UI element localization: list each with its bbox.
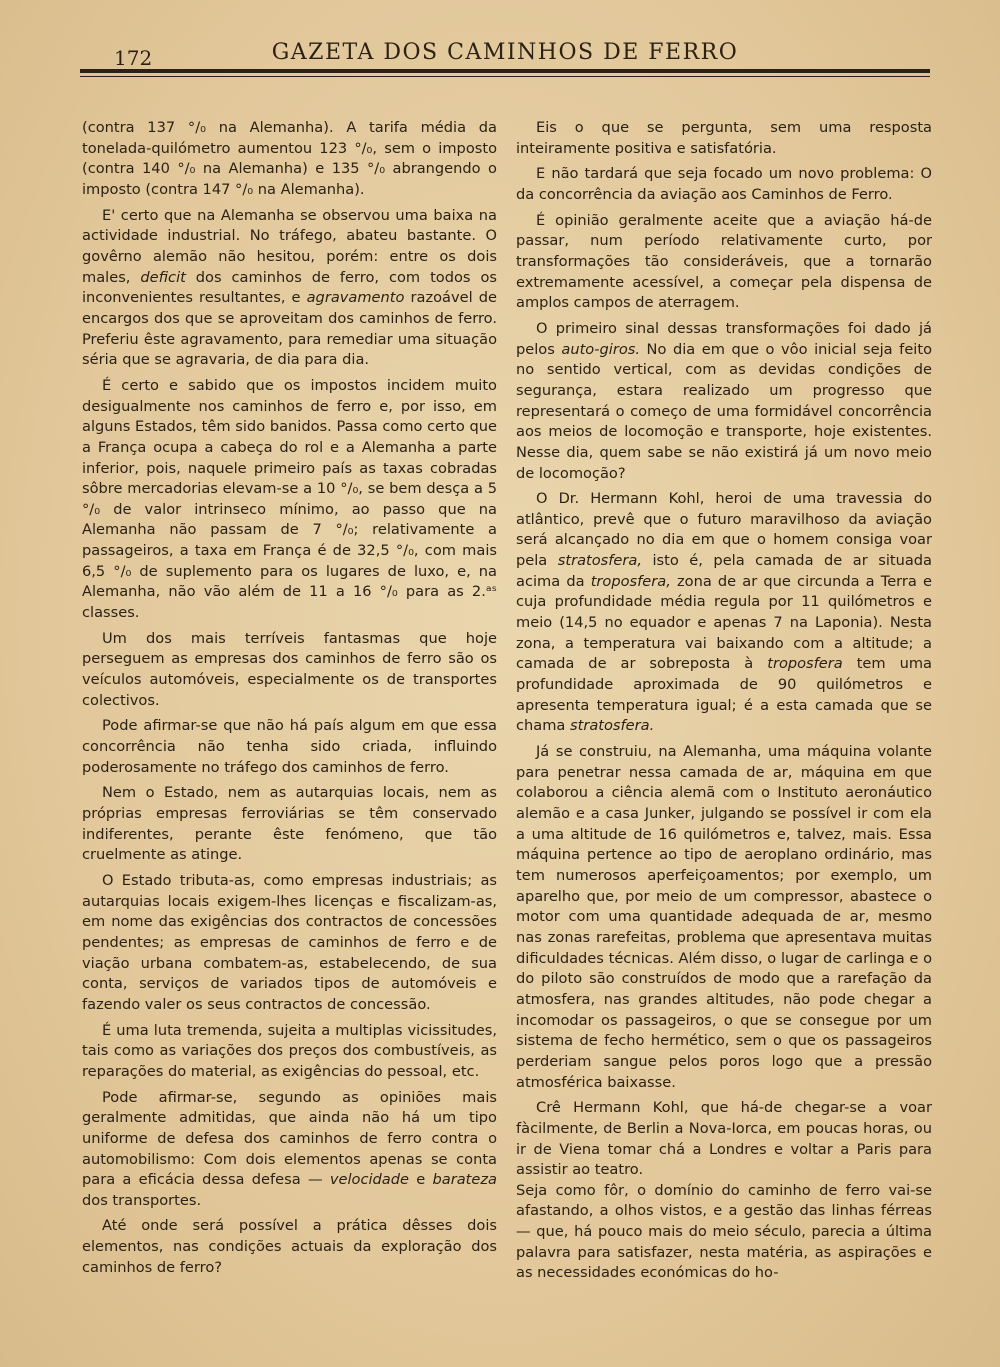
paragraph: Um dos mais terríveis fantasmas que hoje perseguem as empresas dos caminhos de ferro são os veículos automóveis, especialmente os de transportes colectivos.	[82, 629, 497, 709]
paragraph: E não tardará que seja focado um novo problema: O da concorrência da aviação aos Caminhos de Ferro.	[516, 165, 932, 203]
page-header	[80, 34, 930, 74]
paragraph: Pode afirmar-se, segundo as opiniões mais geralmente admitidas, que ainda não há um tipo uniforme de defesa dos caminhos de ferro contra o automobilismo: Com dois elementos apenas se conta para a eficácia dessa defesa — velocidade e barateza dos transportes.	[82, 1088, 497, 1209]
paragraph: Seja como fôr, o domínio do caminho de ferro vai-se afastando, a olhos vistos, e a gestão das linhas férreas — que, há pouco mais do meio século, parecia a última palavra para satisfazer, nesta matéria, as aspirações e as necessidades económicas do ho-	[516, 1181, 932, 1282]
paragraph: O Dr. Hermann Kohl, heroi de uma travessia do atlântico, prevê que o futuro maravilhoso da aviação será alcançado no dia em que o homem consiga voar pela stratosfera, isto é, pela camada de ar situada acima da troposfera, zona de ar que circunda a Terra e cuja profundidade média regula por 11 quilómetros e meio (14,5 no equador e apenas 7 na Laponia). Nesta zona, a temperatura vai baixando com a altitude; a camada de ar sobreposta à troposfera tem uma profundidade aproximada de 90 quilómetros e apresenta temperatura igual; é a esta camada que se chama stratosfera.	[516, 490, 932, 735]
paragraph: O primeiro sinal dessas transformações foi dado já pelos auto-giros. No dia em que o vôo inicial seja feito no sentido vertical, com as devidas condições de segurança, estara realizado um progresso que representará o começo de uma formidável concorrência aos meios de locomoção e transporte, hoje existentes. Nesse dia, quem sabe se não existirá já um novo meio de locomoção?	[516, 319, 932, 482]
paragraph: O Estado tributa-as, como empresas industriais; as autarquias locais exigem-lhes licenças e fiscalizam-as, em nome das exigências dos contractos de concessões pendentes; as empresas de caminhos de ferro e de viação urbana combatem-as, estabelecendo, de sua conta, serviços de variados tipos de automóveis e fazendo valer os seus contractos de concessão.	[82, 871, 497, 1013]
header-rule	[80, 69, 930, 77]
paragraph: E' certo que na Alemanha se observou uma baixa na actividade industrial. No tráfego, abateu bastante. O govêrno alemão não hesitou, porém: entre os dois males, deficit dos caminhos de ferro, com todos os inconvenientes resultantes, e agravamento razoável de encargos dos que se aproveitam dos caminhos de ferro. Preferiu êste agravamento, para remediar uma situação séria que se agravaria, de dia para dia.	[82, 206, 497, 369]
paragraph: É certo e sabido que os impostos incidem muito desigualmente nos caminhos de ferro e, por isso, em alguns Estados, têm sido banidos. Passa como certo que a França ocupa a cabeça do rol e a Alemanha a parte inferior, pois, naquele primeiro país as taxas cobradas sôbre mercadorias elevam-se a 10 °/₀, se bem desça a 5 °/₀ de valor intrinseco mínimo, ao passo que na Alemanha não passam de 7 °/₀; relativamente a passageiros, a taxa em França é de 32,5 °/₀, com mais 6,5 °/₀ de suplemento para os lugares de luxo, e, na Alemanha, não vão além de 11 a 16 °/₀ para as 2.ᵃˢ classes.	[82, 376, 497, 622]
paragraph: Até onde será possível a prática dêsses dois elementos, nas condições actuais da exploração dos caminhos de ferro?	[82, 1217, 497, 1276]
page-number: 172	[114, 46, 153, 70]
paragraph: Pode afirmar-se que não há país algum em que essa concorrência não tenha sido criada, influindo poderosamente no tráfego dos caminhos de ferro.	[82, 717, 497, 776]
paragraph: Já se construiu, na Alemanha, uma máquina volante para penetrar nessa camada de ar, máquina em que colaborou a ciência alemã com o Instituto aeronáutico alemão e a casa Junker, julgando se possível ir com ela a uma altitude de 16 quilómetros e, talvez, mais. Essa máquina pertence ao tipo de aeroplano ordinário, mas tem numerosos aperfeiçoamentos; por exemplo, um aparelho que, por meio de um compressor, abastece o motor com uma quantidade adequada de ar, mesmo nas zonas rarefeitas, problema que apresentava muitas dificuldades técnicas. Além disso, o lugar de carlinga e o do piloto são construídos de modo que a rarefação da atmosfera, nas grandes altitudes, não pode chegar a incomodar os passageiros, o que se consegue por um sistema de fecho hermético, sem o que os passageiros perderiam sangue pelos poros logo que a pressão atmosférica baixasse.	[516, 743, 932, 1091]
paragraph: Eis o que se pergunta, sem uma resposta inteiramente positiva e satisfatória.	[516, 119, 932, 157]
running-title: GAZETA DOS CAMINHOS DE FERRO	[271, 40, 739, 65]
paragraph: Crê Hermann Kohl, que há-de chegar-se a voar fàcilmente, de Berlin a Nova-Iorca, em poucas horas, ou ir de Viena tomar chá a Londres e voltar a Paris para assistir ao teatro.	[516, 1099, 932, 1179]
paragraph: É opinião geralmente aceite que a aviação há-de passar, num período relativamente curto, por transformações tão consideráveis, que a tornarão extremamente acessível, a começar pela dispensa de amplos campos de aterragem.	[516, 211, 932, 312]
paragraph: (contra 137 °/₀ na Alemanha). A tarifa média da tonelada-quilómetro aumentou 123 °/₀, sem o imposto (contra 140 °/₀ na Alemanha) e 135 °/₀ abrangendo o imposto (contra 147 °/₀ na Alemanha).	[82, 119, 497, 198]
right-column	[516, 118, 932, 1318]
left-column	[82, 118, 497, 1318]
paragraph: É uma luta tremenda, sujeita a multiplas vicissitudes, tais como as variações dos preços dos combustíveis, as reparações do material, as exigências do pessoal, etc.	[82, 1021, 497, 1080]
paragraph: Nem o Estado, nem as autarquias locais, nem as próprias empresas ferroviárias se têm conservado indiferentes, perante êste fenómeno, que tão cruelmente as atinge.	[82, 784, 497, 864]
